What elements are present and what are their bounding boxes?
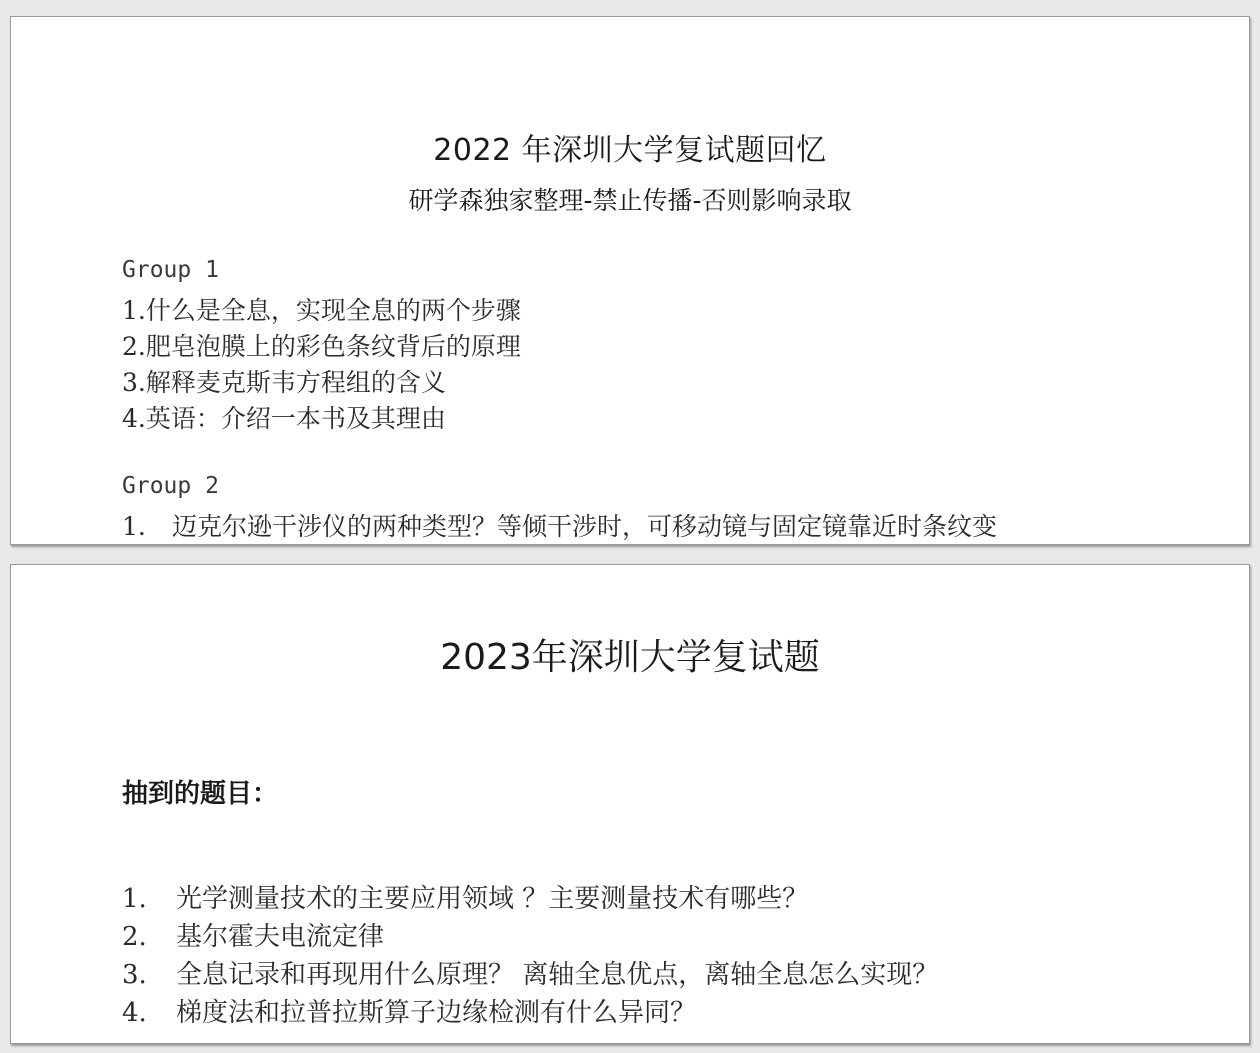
- group-2-label: Group 2: [122, 473, 219, 499]
- question-number: 3.: [122, 368, 146, 397]
- group-1-question: [122, 363, 446, 399]
- question-text: 什么是全息，实现全息的两个步骤: [145, 296, 521, 325]
- question-number: 1.: [122, 296, 146, 325]
- document-page-2023: [10, 564, 1250, 1044]
- question-text: 基尔霍夫电流定律: [176, 922, 385, 952]
- question-number: 1.: [122, 512, 146, 541]
- document-page-2022: [10, 16, 1250, 545]
- question-text: 全息记录和再现用什么原理？ 离轴全息优点，离轴全息怎么实现？: [176, 960, 939, 990]
- group-2-question: [122, 507, 997, 543]
- group-1-question: [122, 399, 446, 435]
- question-number: 4.: [122, 404, 146, 433]
- page-title-2022: 2022 年深圳大学复试题回忆: [433, 133, 827, 168]
- question-item: [122, 992, 696, 1029]
- question-number: 3.: [122, 960, 147, 990]
- question-text: 英语：介绍一本书及其理由: [145, 404, 446, 433]
- question-text: 解释麦克斯韦方程组的含义: [145, 368, 446, 397]
- question-text: 迈克尔逊干涉仪的两种类型？等倾干涉时，可移动镜与固定镜靠近时条纹变: [172, 512, 998, 541]
- question-number: 2.: [122, 922, 147, 952]
- group-1-question: [122, 327, 521, 363]
- question-item: [122, 954, 938, 991]
- question-text: 光学测量技术的主要应用领域 ？主要测量技术有哪些？: [176, 884, 809, 914]
- question-number: 4.: [122, 998, 147, 1028]
- question-number: 2.: [122, 332, 146, 361]
- question-text: 梯度法和拉普拉斯算子边缘检测有什么异同？: [176, 998, 697, 1028]
- question-text: 肥皂泡膜上的彩色条纹背后的原理: [145, 332, 521, 361]
- question-number: 1.: [122, 884, 147, 914]
- drawn-questions-label: 抽到的题目：: [122, 779, 279, 809]
- group-1-question: [122, 291, 521, 327]
- page-title-2023: 2023年深圳大学复试题: [440, 637, 820, 678]
- question-item: [122, 916, 384, 953]
- question-item: [122, 878, 808, 915]
- page-subtitle-2022: 研学森独家整理-禁止传播-否则影响录取: [408, 186, 852, 215]
- group-1-label: Group 1: [122, 257, 219, 283]
